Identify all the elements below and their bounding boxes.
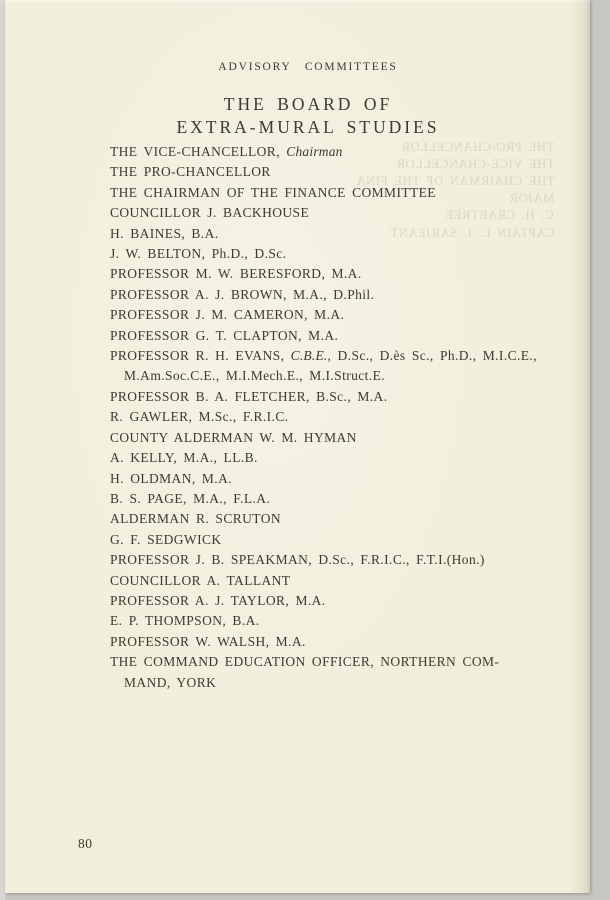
member-line: COUNTY ALDERMAN W. M. HYMAN <box>110 429 357 445</box>
member-line: M.Am.Soc.C.E., M.I.Mech.E., M.I.Struct.E. <box>124 368 386 384</box>
bleedthrough-line: C. H. CRABTREE <box>445 208 554 222</box>
bleedthrough-line: THE VICE-CHANCELLOR <box>395 157 554 171</box>
bleedthrough-line: CAPTAIN L. J. SARJEANT <box>389 226 554 240</box>
member-line: THE VICE-CHANCELLOR, Chairman <box>110 144 343 159</box>
member-line: B. S. PAGE, M.A., F.L.A. <box>110 490 271 506</box>
member-line: COUNCILLOR J. BACKHOUSE <box>110 205 310 221</box>
member-list <box>110 142 550 693</box>
running-header: ADVISORY COMMITTEES <box>218 61 398 73</box>
title-line-2: EXTRA-MURAL STUDIES <box>176 116 440 137</box>
member-line: H. BAINES, B.A. <box>110 225 219 241</box>
member-line: PROFESSOR J. M. CAMERON, M.A. <box>110 307 345 323</box>
member-line: PROFESSOR J. B. SPEAKMAN, D.Sc., F.R.I.C., F.T.I.(Hon.) <box>110 552 485 568</box>
member-line: PROFESSOR A. J. TAYLOR, M.A. <box>110 592 326 608</box>
member-line: H. OLDMAN, M.A. <box>110 470 232 486</box>
member-line: PROFESSOR R. H. EVANS, C.B.E., D.Sc., D.ès Sc., Ph.D., M.I.C.E., <box>110 348 537 364</box>
page-title <box>98 93 518 138</box>
member-line: J. W. BELTON, Ph.D., D.Sc. <box>110 246 287 262</box>
member-line: R. GAWLER, M.Sc., F.R.I.C. <box>110 409 289 425</box>
member-line: G. F. SEDGWICK <box>110 531 222 547</box>
member-line: PROFESSOR B. A. FLETCHER, B.Sc., M.A. <box>110 388 388 404</box>
page-number: 80 <box>78 836 93 851</box>
member-line: THE COMMAND EDUCATION OFFICER, NORTHERN COM- <box>110 654 500 670</box>
member-line: THE PRO-CHANCELLOR <box>110 164 271 180</box>
bleedthrough-line: MAJOR <box>508 191 554 205</box>
member-line: MAND, YORK <box>124 674 217 690</box>
bleedthrough-line: THE PRO-CHANCELLOR <box>400 140 554 154</box>
member-line: THE CHAIRMAN OF THE FINANCE COMMITTEE <box>110 184 436 200</box>
member-line: PROFESSOR W. WALSH, M.A. <box>110 633 306 649</box>
member-line: PROFESSOR G. T. CLAPTON, M.A. <box>110 327 339 343</box>
member-line: A. KELLY, M.A., LL.B. <box>110 450 258 466</box>
bleedthrough-line: THE CHAIRMAN OF THE FINA <box>355 174 554 188</box>
member-line: PROFESSOR M. W. BERESFORD, M.A. <box>110 266 362 282</box>
member-line: E. P. THOMPSON, B.A. <box>110 613 260 629</box>
book-page <box>5 0 590 893</box>
member-line: ALDERMAN R. SCRUTON <box>110 511 281 527</box>
member-line: COUNCILLOR A. TALLANT <box>110 572 291 588</box>
title-line-1: THE BOARD OF <box>223 94 393 114</box>
member-line: PROFESSOR A. J. BROWN, M.A., D.Phil. <box>110 286 375 302</box>
